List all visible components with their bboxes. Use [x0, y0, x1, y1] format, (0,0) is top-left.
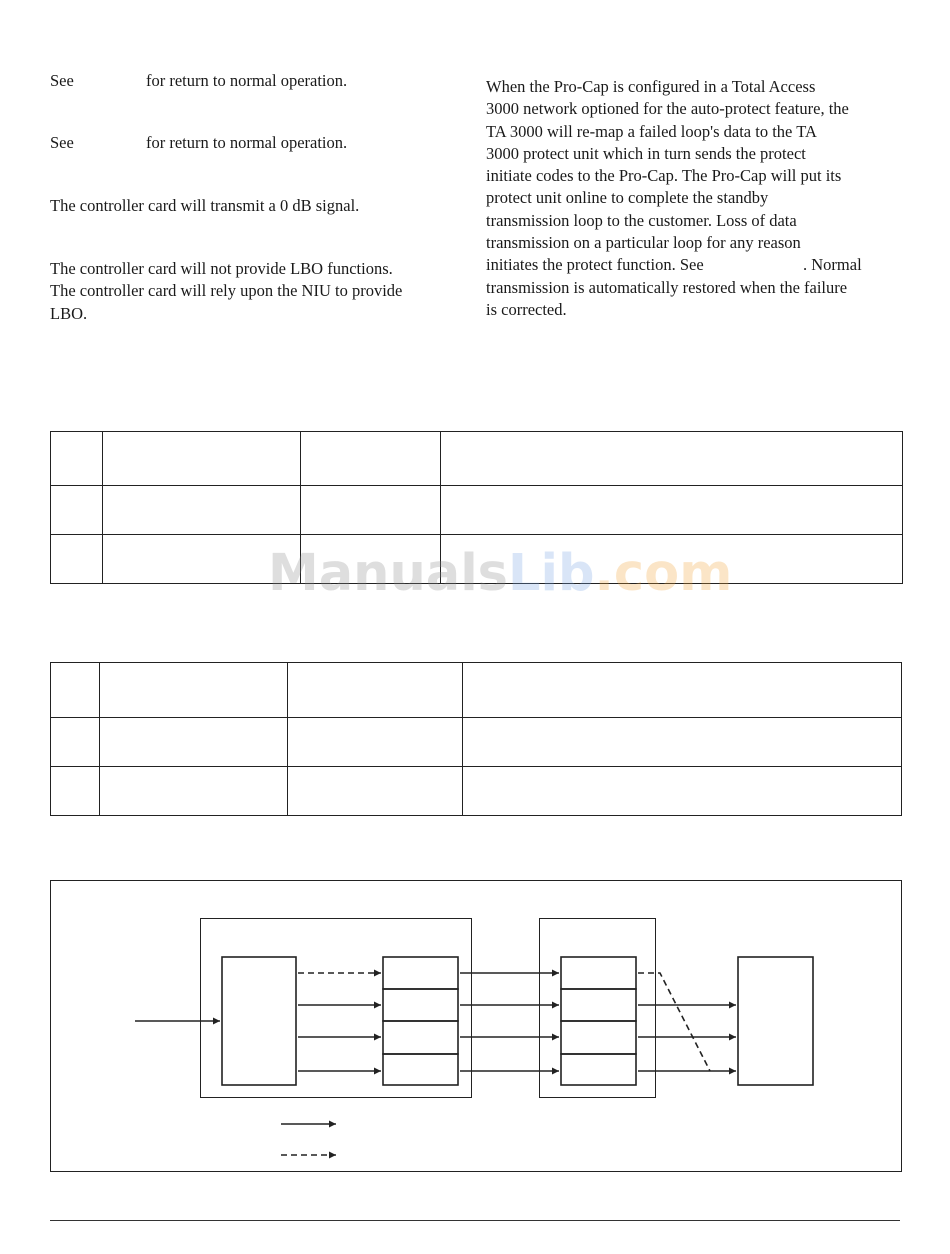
- paragraph-line: transmission on a particular loop for any reason: [486, 233, 801, 253]
- paragraph-see-line: [486, 254, 906, 276]
- table-cell: [100, 663, 288, 718]
- watermark-part: .com: [594, 544, 733, 603]
- table-cell: [51, 767, 100, 816]
- lbo-line: The controller card will not provide LBO functions.: [50, 259, 393, 278]
- see-reference-text: initiates the protect function. See: [486, 255, 704, 275]
- table-cell: [301, 432, 441, 486]
- table-cell: [288, 718, 463, 767]
- table-cell: [51, 432, 103, 486]
- option-table-2: [50, 662, 902, 816]
- table-cell: [100, 718, 288, 767]
- table-row: [51, 718, 902, 767]
- lbo-paragraph: [50, 258, 402, 325]
- see-word: See: [50, 133, 74, 152]
- paragraph-line: When the Pro-Cap is configured in a Total Access: [486, 77, 816, 96]
- table-cell: [51, 535, 103, 584]
- table-cell: [100, 767, 288, 816]
- footer-rule: [50, 1220, 900, 1221]
- paragraph-line: TA 3000 will re-map a failed loop's data to the TA: [486, 121, 817, 141]
- table-cell: [463, 663, 902, 718]
- protect-diagram-frame: [50, 880, 902, 1172]
- table-cell: [51, 486, 103, 535]
- lbo-line: LBO.: [50, 303, 88, 323]
- table-cell: [441, 486, 903, 535]
- see-rest-text: for return to normal operation.: [146, 71, 348, 90]
- lbo-line: The controller card will rely upon the NIU to provide: [50, 281, 403, 301]
- table-cell: [441, 432, 903, 486]
- table-row: [51, 432, 903, 486]
- table-cell: [463, 718, 902, 767]
- paragraph-line: 3000 protect unit which in turn sends the protect: [486, 143, 806, 163]
- watermark-logo: [268, 544, 732, 603]
- watermark-part: Manuals: [268, 544, 509, 603]
- table-cell: [51, 663, 100, 718]
- see-rest-text: for return to normal operation.: [146, 133, 348, 152]
- table-row: [51, 486, 903, 535]
- table-cell: [51, 718, 100, 767]
- see-word: See: [50, 71, 74, 90]
- paragraph-line: protect unit online to complete the standby: [486, 188, 769, 208]
- auto-protect-paragraph: [486, 76, 906, 321]
- table-row: [51, 767, 902, 816]
- paragraph-line: transmission loop to the customer. Loss of data: [486, 210, 797, 230]
- paragraph-line: transmission is automatically restored when the failure: [486, 277, 848, 297]
- table-cell: [103, 432, 301, 486]
- paragraph-line: initiate codes to the Pro-Cap. The Pro-Cap will put its: [486, 166, 842, 186]
- table-cell: [463, 767, 902, 816]
- table-cell: [103, 486, 301, 535]
- table-cell: [288, 767, 463, 816]
- table-cell: [301, 486, 441, 535]
- watermark-part: Lib: [508, 544, 595, 603]
- table-row: [51, 663, 902, 718]
- table-cell: [288, 663, 463, 718]
- paragraph-line: is corrected.: [486, 299, 567, 319]
- transmit-line: The controller card will transmit a 0 dB signal.: [50, 196, 360, 215]
- paragraph-line: 3000 network optioned for the auto-protect feature, the: [486, 99, 849, 119]
- see-reference-tail: . Normal: [803, 255, 862, 275]
